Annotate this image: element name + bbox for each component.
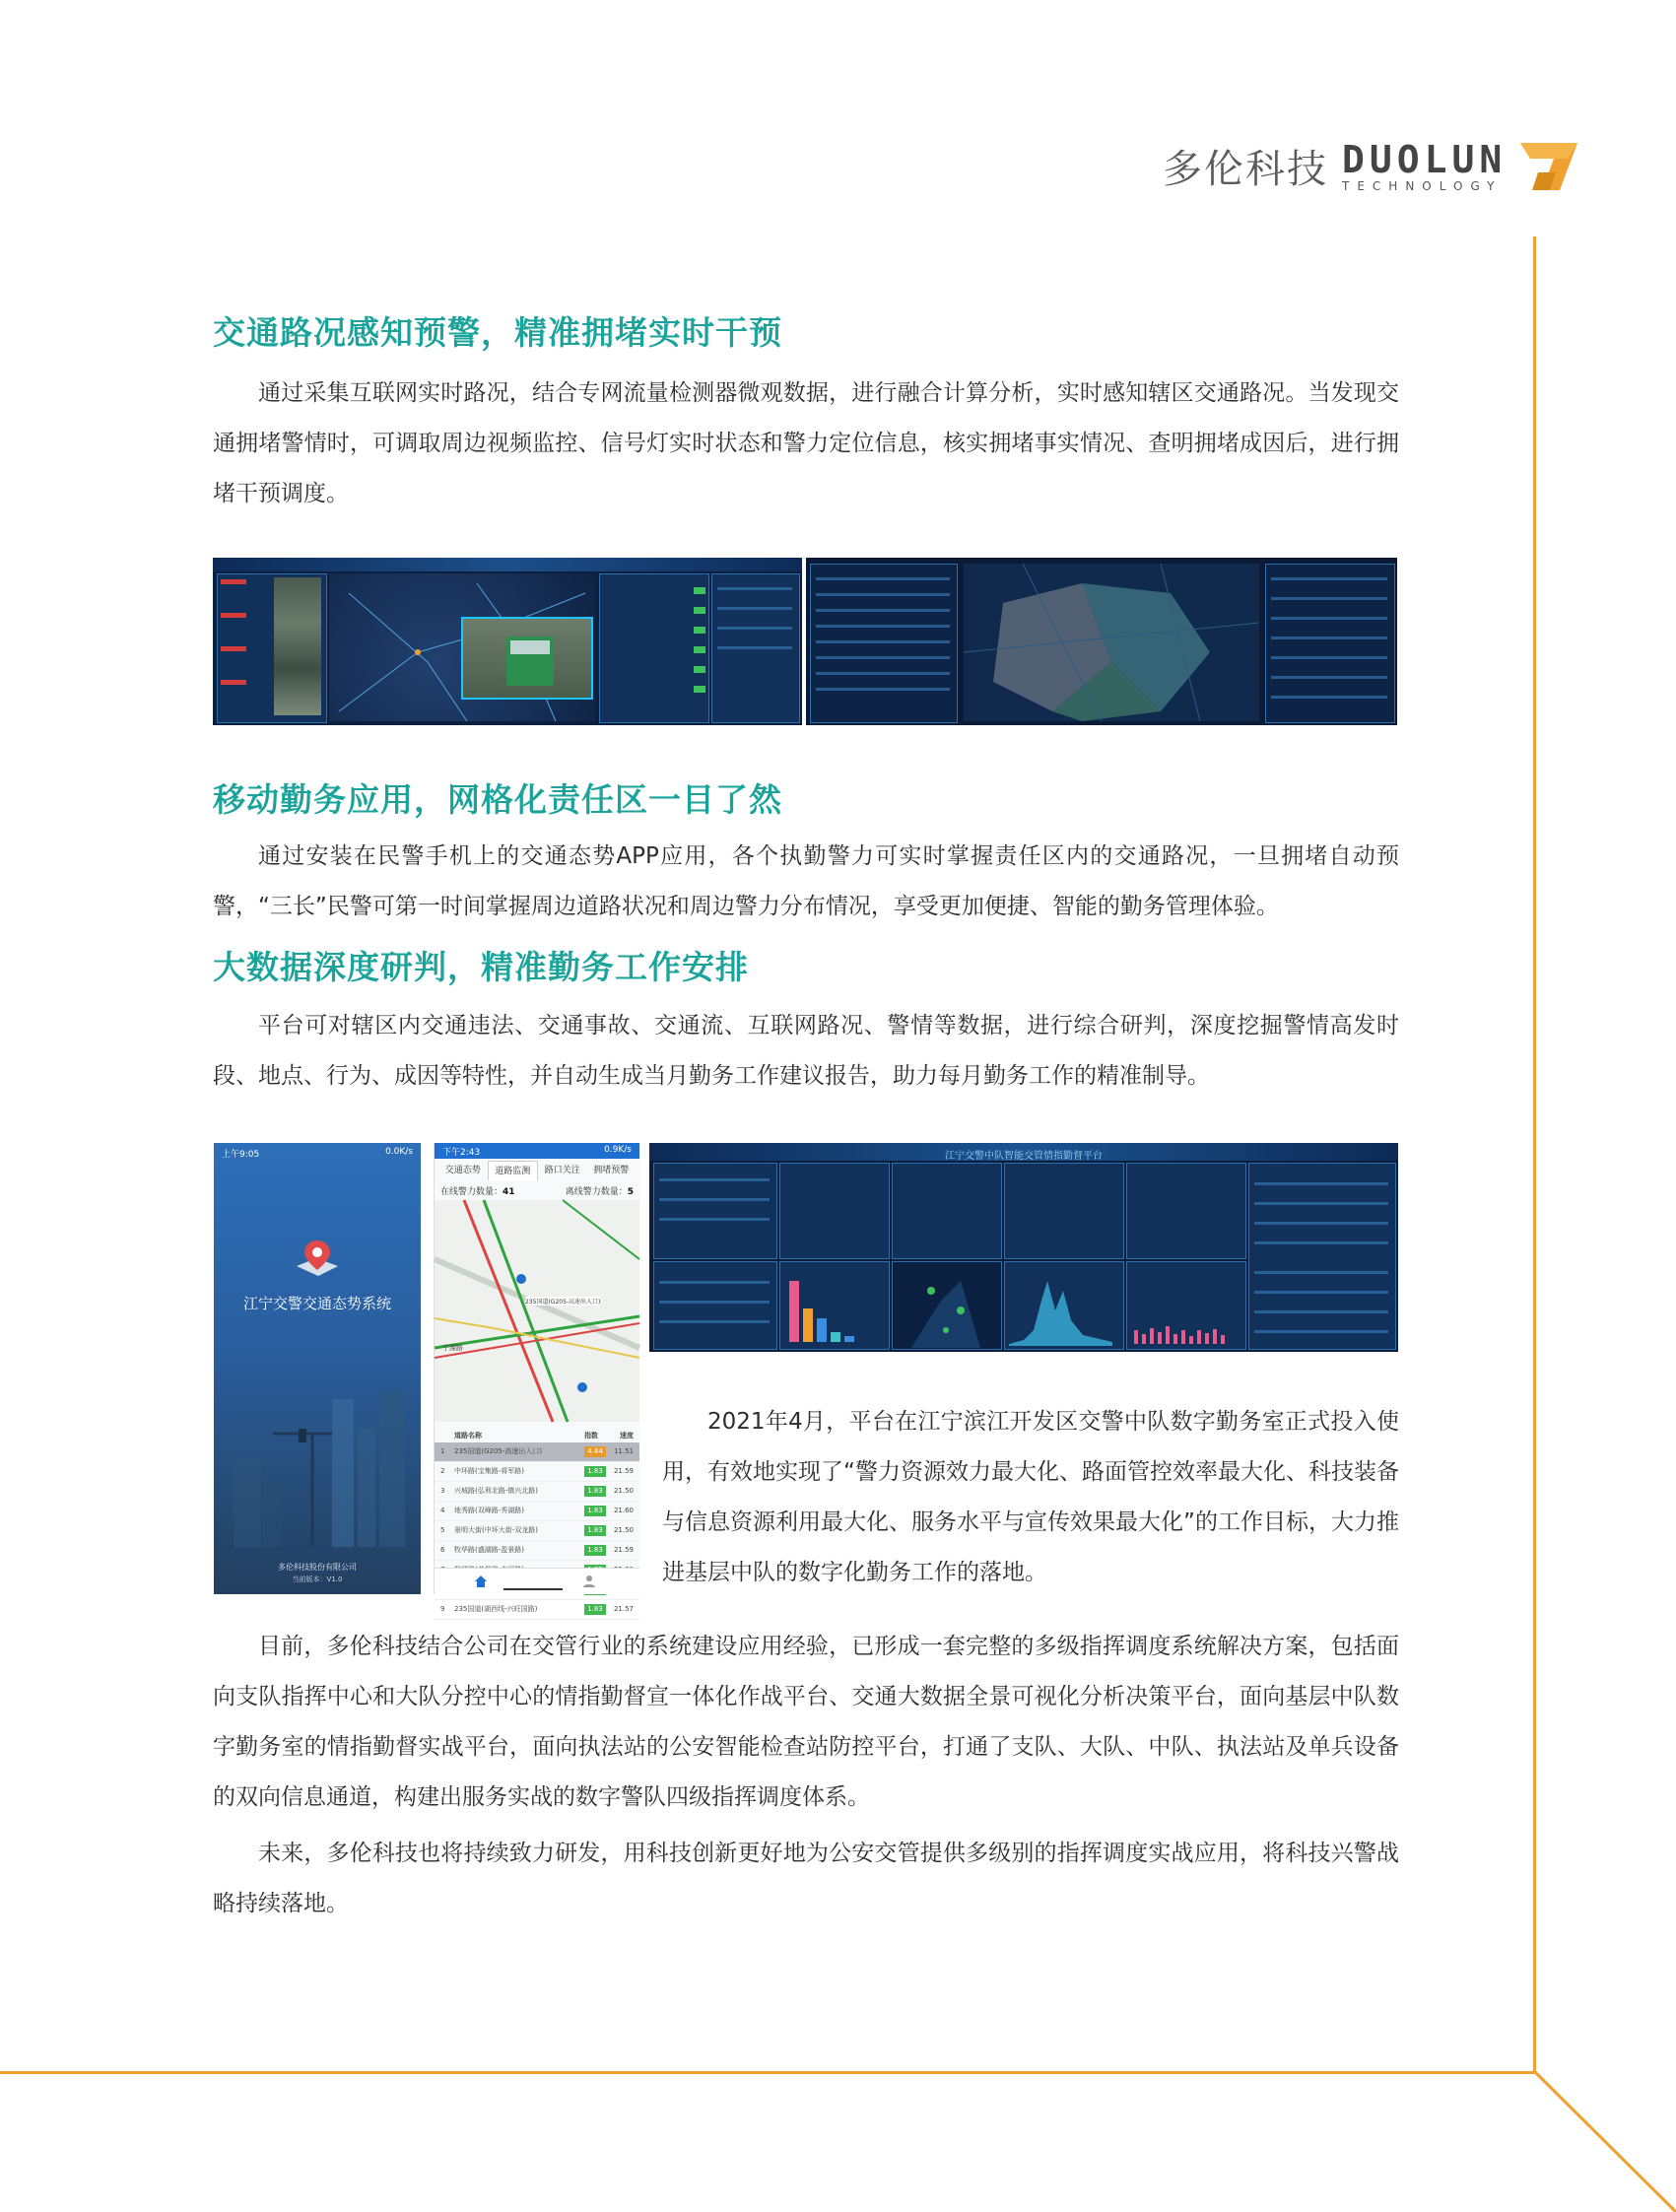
duolun-logo-icon bbox=[1516, 139, 1581, 194]
phone-status-time: 上午9:05 bbox=[222, 1150, 260, 1160]
area-chart-graphic bbox=[1004, 1261, 1122, 1348]
phone-app-title: 江宁交警交通态势系统 bbox=[242, 1295, 391, 1312]
current-solution-paragraph: 目前，多伦科技结合公司在交管行业的系统建设应用经验，已形成一套完整的多级指挥调度系统解决方案，包括面向支队指挥中心和大队分控中心的情指勤督宣一体化作战平台、交通大数据全景可视化分析决策平台，面向基层中队数字勤务室的情指勤督实战平台，面向执法站的公安智能检查站防控平台，打通了支队、大队、中队、执法站及单兵设备的双向信息通道，构建出服务实战的数字警队四级指挥调度体系。 bbox=[213, 1634, 1399, 1810]
table-row[interactable] bbox=[435, 1482, 639, 1502]
table-row[interactable] bbox=[435, 1521, 639, 1541]
frame-line-bottom bbox=[0, 2071, 1536, 2074]
police-counts bbox=[440, 1184, 634, 1197]
row-road-name: 牧华路(盛湖路-盈景路) bbox=[454, 1546, 524, 1554]
row-index-badge: 1.83 bbox=[584, 1486, 606, 1497]
row-number: 2 bbox=[440, 1467, 445, 1475]
online-value: 41 bbox=[503, 1187, 515, 1197]
row-speed: 21.50 bbox=[613, 1487, 634, 1495]
row-speed: 21.59 bbox=[613, 1546, 634, 1554]
row-index-badge: 1.83 bbox=[584, 1466, 606, 1477]
row-road-name: 中环路(宝集路-将军路) bbox=[454, 1467, 524, 1475]
dashboard-screenshot-bigdata bbox=[649, 1143, 1398, 1352]
phone-tab-bar bbox=[438, 1161, 636, 1180]
phone-version: 当前版本：V1.0 bbox=[292, 1575, 343, 1583]
phone-splash-screenshot bbox=[214, 1143, 421, 1594]
offline-label: 离线警力数量： bbox=[565, 1187, 628, 1197]
online-label: 在线警力数量： bbox=[440, 1187, 503, 1197]
brand-name-cn: 多伦科技 bbox=[1163, 147, 1328, 192]
dashboard-screenshot-grid-map bbox=[806, 558, 1397, 725]
row-road-name: 235国道(湖西线-兴旺国路) bbox=[454, 1605, 538, 1613]
table-row[interactable] bbox=[435, 1462, 639, 1482]
offline-value: 5 bbox=[627, 1187, 634, 1197]
section-paragraph-traffic: 通过采集互联网实时路况，结合专网流量检测器微观数据，进行融合计算分析，实时感知辖区交通路况。当发现交通拥堵警情时，可调取周边视频监控、信号灯实时状态和警力定位信息，核实拥堵事实情况、查明拥堵成因后，进行拥堵干预调度。 bbox=[213, 380, 1399, 506]
home-icon[interactable] bbox=[474, 1575, 488, 1588]
table-header: 道路名称 指数 速度 bbox=[454, 1432, 634, 1440]
row-speed: 21.57 bbox=[613, 1605, 634, 1613]
row-road-name: 兴城路(弘利北路-镇兴北路) bbox=[454, 1487, 538, 1495]
row-road-name: 235国道(G205-高速出入口) bbox=[454, 1447, 543, 1455]
row-number: 9 bbox=[440, 1605, 445, 1613]
section-heading-mobile: 移动勤务应用，网格化责任区一目了然 bbox=[213, 780, 782, 819]
road-map[interactable] bbox=[435, 1200, 639, 1422]
brand-name-en bbox=[1342, 137, 1508, 193]
row-number: 3 bbox=[440, 1487, 445, 1495]
row-number: 5 bbox=[440, 1526, 445, 1534]
row-speed: 21.60 bbox=[613, 1507, 634, 1514]
table-row[interactable] bbox=[435, 1502, 639, 1521]
section-paragraph-bigdata: 平台可对辖区内交通违法、交通事故、交通流、互联网路况、警情等数据，进行综合研判，深度挖掘警情高发时段、地点、行为、成因等特性，并自动生成当月勤务工作建议报告，助力每月勤务工作的精准制导。 bbox=[213, 1013, 1399, 1089]
heat-map-graphic bbox=[892, 1261, 1000, 1348]
tab-intersection[interactable]: 路口关注 bbox=[544, 1166, 580, 1175]
deployment-paragraph: 2021年4月，平台在江宁滨江开发区交警中队数字勤务室正式投入使用，有效地实现了“警力资源效力最大化、路面管控效率最大化、科技装备与信息资源利用最大化、服务水平与宣传效果最大化”的工作目标，大力推进基层中队的数字化勤务工作的落地。 bbox=[662, 1409, 1399, 1585]
tab-congestion-alert[interactable]: 拥堵预警 bbox=[593, 1166, 630, 1175]
table-row[interactable] bbox=[435, 1600, 639, 1620]
tab-road-monitor[interactable]: 道路监测 bbox=[488, 1161, 539, 1180]
frame-line-diagonal bbox=[1532, 2069, 1676, 2212]
phone2-status-speed: 0.9K/s bbox=[604, 1145, 632, 1155]
phone-status-speed: 0.0K/s bbox=[385, 1147, 413, 1157]
row-number: 4 bbox=[440, 1507, 445, 1514]
row-index-badge: 1.83 bbox=[584, 1604, 606, 1615]
brand-tagline: TECHNOLOGY bbox=[1342, 178, 1503, 193]
phone-company-name: 多伦科技股份有限公司 bbox=[278, 1563, 357, 1572]
tab-traffic-status[interactable]: 交通态势 bbox=[444, 1166, 481, 1175]
city-skyline bbox=[214, 1389, 421, 1547]
bar-chart-graphic bbox=[779, 1261, 888, 1348]
dashboard-screenshot-traffic-video bbox=[213, 558, 802, 725]
section-heading-traffic: 交通路况感知预警，精准拥堵实时干预 bbox=[213, 313, 782, 352]
section-paragraph-mobile: 通过安装在民警手机上的交通态势APP应用，各个执勤警力可实时掌握责任区内的交通路况，一旦拥堵自动预警，“三长”民警可第一时间掌握周边道路状况和周边警力分布情况，享受更加便捷、智能的勤务管理体验。 bbox=[213, 843, 1399, 919]
frame-line-right bbox=[1533, 236, 1536, 2073]
row-speed: 11.51 bbox=[613, 1447, 634, 1455]
table-row[interactable] bbox=[435, 1442, 639, 1462]
phone-bottom-nav bbox=[435, 1568, 639, 1594]
row-index-badge: 1.83 bbox=[584, 1545, 606, 1556]
row-speed: 21.50 bbox=[613, 1526, 634, 1534]
bigdata-dashboard-title: 江宁交警中队智能交管情指勤督平台 bbox=[945, 1151, 1103, 1162]
phone-road-monitor-screenshot bbox=[434, 1143, 639, 1613]
phone2-status-bar bbox=[435, 1143, 639, 1159]
row-road-name: 景明大街(中环大街-双龙路) bbox=[454, 1526, 538, 1534]
future-paragraph: 未来，多伦科技也将持续致力研发，用科技创新更好地为公安交管提供多级别的指挥调度实战应用，将科技兴警战略持续落地。 bbox=[213, 1841, 1399, 1916]
column-chart-graphic bbox=[1126, 1261, 1244, 1348]
map-pin-icon bbox=[295, 1237, 340, 1284]
table-row[interactable] bbox=[435, 1541, 639, 1561]
brand-header bbox=[1163, 138, 1581, 194]
row-road-name: 地秀路(双峰路-秀湖路) bbox=[454, 1507, 524, 1514]
map-label-highway: 235国道(G205-高速出入口) bbox=[525, 1299, 601, 1306]
phone-status-bar bbox=[222, 1147, 413, 1160]
section-heading-bigdata: 大数据深度研判，精准勤务工作安排 bbox=[213, 948, 749, 986]
brand-wordmark: DUOLUN bbox=[1342, 137, 1508, 181]
row-speed: 21.59 bbox=[613, 1467, 634, 1475]
row-number: 6 bbox=[440, 1546, 445, 1554]
row-index-badge: 1.83 bbox=[584, 1525, 606, 1536]
row-index-badge: 4.44 bbox=[584, 1446, 606, 1457]
row-index-badge: 1.83 bbox=[584, 1506, 606, 1516]
row-number: 1 bbox=[440, 1447, 445, 1455]
phone2-status-time: 下午2:43 bbox=[442, 1148, 481, 1158]
grid-map bbox=[964, 564, 1259, 721]
user-icon[interactable] bbox=[582, 1575, 596, 1588]
map-label-road: 宁溧路 bbox=[442, 1344, 463, 1352]
